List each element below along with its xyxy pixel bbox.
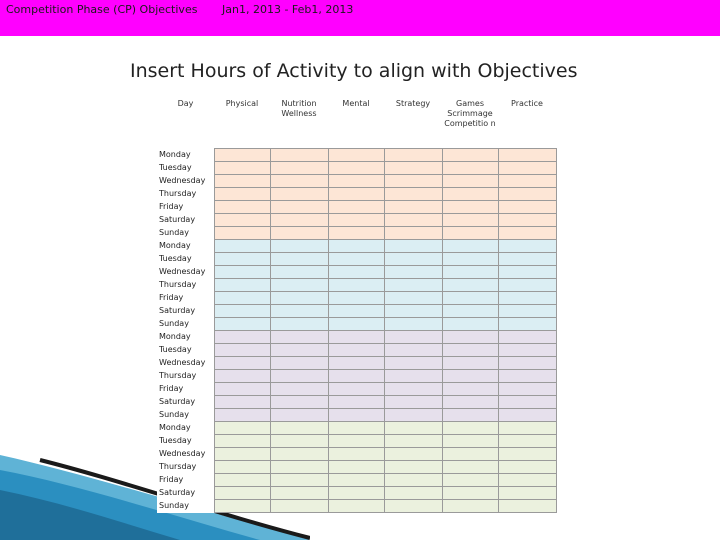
- hours-cell-strategy[interactable]: [384, 435, 442, 448]
- hours-cell-nutrition[interactable]: [270, 409, 328, 422]
- hours-cell-mental[interactable]: [328, 357, 384, 370]
- hours-cell-strategy[interactable]: [384, 357, 442, 370]
- hours-cell-strategy[interactable]: [384, 279, 442, 292]
- hours-cell-nutrition[interactable]: [270, 149, 328, 162]
- hours-cell-practice[interactable]: [498, 175, 556, 188]
- column-header-practice: Practice: [511, 99, 543, 108]
- hours-cell-physical[interactable]: [214, 357, 270, 370]
- hours-cell-nutrition[interactable]: [270, 396, 328, 409]
- hours-cell-nutrition[interactable]: [270, 474, 328, 487]
- day-label: Saturday: [157, 305, 214, 318]
- table-row: [157, 370, 556, 383]
- hours-cell-mental[interactable]: [328, 279, 384, 292]
- table-row: [157, 305, 556, 318]
- table-row: [157, 266, 556, 279]
- hours-cell-practice[interactable]: [498, 318, 556, 331]
- hours-cell-strategy[interactable]: [384, 448, 442, 461]
- hours-cell-physical[interactable]: [214, 422, 270, 435]
- day-label: Sunday: [157, 227, 214, 240]
- hours-cell-mental[interactable]: [328, 422, 384, 435]
- hours-cell-games[interactable]: [442, 240, 498, 253]
- hours-cell-physical[interactable]: [214, 149, 270, 162]
- hours-cell-games[interactable]: [442, 500, 498, 513]
- day-label: Saturday: [157, 214, 214, 227]
- hours-cell-mental[interactable]: [328, 240, 384, 253]
- table-row: [157, 474, 556, 487]
- hours-cell-strategy[interactable]: [384, 500, 442, 513]
- hours-cell-practice[interactable]: [498, 305, 556, 318]
- hours-cell-physical[interactable]: [214, 201, 270, 214]
- day-label: Thursday: [157, 188, 214, 201]
- hours-cell-mental[interactable]: [328, 188, 384, 201]
- hours-cell-nutrition[interactable]: [270, 461, 328, 474]
- hours-cell-nutrition[interactable]: [270, 175, 328, 188]
- day-label: Sunday: [157, 500, 214, 513]
- hours-cell-games[interactable]: [442, 175, 498, 188]
- column-header-games: Games Scrimmage Competitio n: [444, 99, 496, 128]
- hours-cell-practice[interactable]: [498, 396, 556, 409]
- hours-cell-nutrition[interactable]: [270, 448, 328, 461]
- hours-cell-practice[interactable]: [498, 227, 556, 240]
- hours-cell-physical[interactable]: [214, 292, 270, 305]
- day-label: Tuesday: [157, 253, 214, 266]
- hours-cell-mental[interactable]: [328, 214, 384, 227]
- hours-cell-practice[interactable]: [498, 422, 556, 435]
- column-header-mental: Mental: [342, 99, 370, 108]
- hours-cell-nutrition[interactable]: [270, 279, 328, 292]
- hours-cell-nutrition[interactable]: [270, 305, 328, 318]
- table-row: [157, 214, 556, 227]
- hours-cell-nutrition[interactable]: [270, 240, 328, 253]
- hours-cell-games[interactable]: [442, 487, 498, 500]
- hours-cell-mental[interactable]: [328, 253, 384, 266]
- hours-cell-practice[interactable]: [498, 331, 556, 344]
- hours-cell-practice[interactable]: [498, 357, 556, 370]
- hours-cell-strategy[interactable]: [384, 344, 442, 357]
- day-label: Saturday: [157, 396, 214, 409]
- table-row: [157, 396, 556, 409]
- hours-cell-nutrition[interactable]: [270, 292, 328, 305]
- hours-cell-nutrition[interactable]: [270, 500, 328, 513]
- hours-cell-games[interactable]: [442, 331, 498, 344]
- activity-table: [157, 96, 557, 513]
- day-label: Monday: [157, 240, 214, 253]
- day-label: Monday: [157, 149, 214, 162]
- table-row: [157, 344, 556, 357]
- hours-cell-physical[interactable]: [214, 474, 270, 487]
- hours-cell-strategy[interactable]: [384, 266, 442, 279]
- table-row: [157, 253, 556, 266]
- table-row: [157, 422, 556, 435]
- day-label: Sunday: [157, 318, 214, 331]
- hours-cell-games[interactable]: [442, 292, 498, 305]
- hours-cell-strategy[interactable]: [384, 292, 442, 305]
- hours-cell-strategy[interactable]: [384, 487, 442, 500]
- hours-cell-physical[interactable]: [214, 461, 270, 474]
- hours-cell-games[interactable]: [442, 227, 498, 240]
- hours-cell-physical[interactable]: [214, 396, 270, 409]
- hours-cell-mental[interactable]: [328, 500, 384, 513]
- hours-cell-strategy[interactable]: [384, 175, 442, 188]
- hours-cell-nutrition[interactable]: [270, 370, 328, 383]
- hours-cell-mental[interactable]: [328, 292, 384, 305]
- hours-cell-practice[interactable]: [498, 344, 556, 357]
- table-row: [157, 383, 556, 396]
- hours-cell-nutrition[interactable]: [270, 188, 328, 201]
- hours-cell-games[interactable]: [442, 461, 498, 474]
- hours-cell-mental[interactable]: [328, 474, 384, 487]
- day-label: Wednesday: [157, 266, 214, 279]
- hours-cell-strategy[interactable]: [384, 383, 442, 396]
- hours-cell-physical[interactable]: [214, 214, 270, 227]
- day-label: Friday: [157, 292, 214, 305]
- hours-cell-mental[interactable]: [328, 149, 384, 162]
- table-row: [157, 448, 556, 461]
- hours-cell-mental[interactable]: [328, 461, 384, 474]
- hours-cell-nutrition[interactable]: [270, 344, 328, 357]
- table-row: [157, 188, 556, 201]
- hours-cell-games[interactable]: [442, 318, 498, 331]
- table-row: [157, 331, 556, 344]
- hours-cell-mental[interactable]: [328, 435, 384, 448]
- hours-cell-mental[interactable]: [328, 162, 384, 175]
- hours-cell-strategy[interactable]: [384, 370, 442, 383]
- hours-cell-mental[interactable]: [328, 266, 384, 279]
- hours-cell-mental[interactable]: [328, 370, 384, 383]
- hours-cell-practice[interactable]: [498, 448, 556, 461]
- hours-cell-physical[interactable]: [214, 383, 270, 396]
- hours-cell-mental[interactable]: [328, 305, 384, 318]
- hours-cell-practice[interactable]: [498, 383, 556, 396]
- hours-cell-nutrition[interactable]: [270, 331, 328, 344]
- day-label: Friday: [157, 474, 214, 487]
- hours-cell-strategy[interactable]: [384, 461, 442, 474]
- hours-cell-games[interactable]: [442, 149, 498, 162]
- hours-cell-nutrition[interactable]: [270, 253, 328, 266]
- hours-cell-strategy[interactable]: [384, 318, 442, 331]
- day-label: Sunday: [157, 409, 214, 422]
- table-row: [157, 318, 556, 331]
- header-banner: [0, 0, 720, 36]
- hours-cell-games[interactable]: [442, 409, 498, 422]
- hours-cell-mental[interactable]: [328, 409, 384, 422]
- hours-cell-practice[interactable]: [498, 370, 556, 383]
- hours-cell-practice[interactable]: [498, 500, 556, 513]
- hours-cell-mental[interactable]: [328, 175, 384, 188]
- hours-cell-practice[interactable]: [498, 149, 556, 162]
- hours-cell-practice[interactable]: [498, 279, 556, 292]
- hours-cell-physical[interactable]: [214, 175, 270, 188]
- hours-cell-physical[interactable]: [214, 409, 270, 422]
- day-label: Friday: [157, 383, 214, 396]
- day-label: Friday: [157, 201, 214, 214]
- hours-cell-practice[interactable]: [498, 188, 556, 201]
- column-header-nutrition: Nutrition Wellness: [281, 99, 317, 118]
- hours-cell-mental[interactable]: [328, 487, 384, 500]
- table-row: [157, 175, 556, 188]
- page-title: Insert Hours of Activity to align with Objectives: [130, 60, 578, 82]
- hours-cell-strategy[interactable]: [384, 240, 442, 253]
- hours-cell-practice[interactable]: [498, 240, 556, 253]
- hours-cell-practice[interactable]: [498, 435, 556, 448]
- hours-cell-nutrition[interactable]: [270, 162, 328, 175]
- table-row: [157, 409, 556, 422]
- hours-cell-physical[interactable]: [214, 331, 270, 344]
- hours-cell-mental[interactable]: [328, 383, 384, 396]
- table-row: [157, 461, 556, 474]
- hours-cell-mental[interactable]: [328, 448, 384, 461]
- hours-cell-nutrition[interactable]: [270, 357, 328, 370]
- hours-cell-practice[interactable]: [498, 461, 556, 474]
- day-label: Thursday: [157, 279, 214, 292]
- hours-cell-strategy[interactable]: [384, 422, 442, 435]
- hours-cell-nutrition[interactable]: [270, 214, 328, 227]
- column-header-physical: Physical: [225, 99, 259, 108]
- date-range: Jan1, 2013 - Feb1, 2013: [222, 3, 354, 16]
- day-label: Monday: [157, 422, 214, 435]
- hours-cell-games[interactable]: [442, 422, 498, 435]
- table-row: [157, 240, 556, 253]
- hours-cell-physical[interactable]: [214, 279, 270, 292]
- hours-cell-strategy[interactable]: [384, 162, 442, 175]
- hours-cell-games[interactable]: [442, 266, 498, 279]
- hours-cell-mental[interactable]: [328, 201, 384, 214]
- hours-cell-physical[interactable]: [214, 435, 270, 448]
- hours-cell-nutrition[interactable]: [270, 201, 328, 214]
- column-header-day: Day: [177, 99, 194, 108]
- day-label: Tuesday: [157, 435, 214, 448]
- hours-cell-nutrition[interactable]: [270, 435, 328, 448]
- hours-cell-games[interactable]: [442, 383, 498, 396]
- day-label: Thursday: [157, 370, 214, 383]
- hours-cell-games[interactable]: [442, 370, 498, 383]
- hours-cell-games[interactable]: [442, 253, 498, 266]
- hours-cell-physical[interactable]: [214, 500, 270, 513]
- hours-cell-strategy[interactable]: [384, 305, 442, 318]
- hours-cell-games[interactable]: [442, 448, 498, 461]
- day-label: Thursday: [157, 461, 214, 474]
- hours-cell-games[interactable]: [442, 474, 498, 487]
- hours-cell-practice[interactable]: [498, 253, 556, 266]
- hours-cell-games[interactable]: [442, 357, 498, 370]
- hours-cell-games[interactable]: [442, 188, 498, 201]
- hours-cell-games[interactable]: [442, 162, 498, 175]
- table-row: [157, 357, 556, 370]
- hours-cell-physical[interactable]: [214, 318, 270, 331]
- hours-cell-strategy[interactable]: [384, 331, 442, 344]
- hours-cell-physical[interactable]: [214, 227, 270, 240]
- hours-cell-nutrition[interactable]: [270, 487, 328, 500]
- hours-cell-games[interactable]: [442, 201, 498, 214]
- hours-cell-strategy[interactable]: [384, 149, 442, 162]
- hours-cell-games[interactable]: [442, 214, 498, 227]
- table-row: [157, 435, 556, 448]
- table-row: [157, 487, 556, 500]
- hours-cell-games[interactable]: [442, 279, 498, 292]
- hours-cell-nutrition[interactable]: [270, 422, 328, 435]
- hours-cell-physical[interactable]: [214, 162, 270, 175]
- table-header-row: [157, 96, 556, 149]
- hours-cell-nutrition[interactable]: [270, 227, 328, 240]
- table-row: [157, 292, 556, 305]
- column-header-strategy: Strategy: [395, 99, 431, 108]
- hours-cell-mental[interactable]: [328, 331, 384, 344]
- hours-cell-nutrition[interactable]: [270, 266, 328, 279]
- hours-cell-physical[interactable]: [214, 487, 270, 500]
- hours-cell-strategy[interactable]: [384, 396, 442, 409]
- hours-cell-strategy[interactable]: [384, 188, 442, 201]
- hours-cell-games[interactable]: [442, 396, 498, 409]
- day-label: Monday: [157, 331, 214, 344]
- day-label: Tuesday: [157, 162, 214, 175]
- hours-cell-physical[interactable]: [214, 253, 270, 266]
- hours-cell-strategy[interactable]: [384, 409, 442, 422]
- hours-cell-physical[interactable]: [214, 448, 270, 461]
- hours-cell-mental[interactable]: [328, 344, 384, 357]
- table-row: [157, 201, 556, 214]
- table-row: [157, 500, 556, 513]
- hours-cell-practice[interactable]: [498, 266, 556, 279]
- table-row: [157, 162, 556, 175]
- phase-label: Competition Phase (CP) Objectives: [6, 3, 198, 16]
- hours-cell-practice[interactable]: [498, 474, 556, 487]
- table-row: [157, 279, 556, 292]
- day-label: Wednesday: [157, 175, 214, 188]
- hours-cell-mental[interactable]: [328, 396, 384, 409]
- day-label: Wednesday: [157, 357, 214, 370]
- hours-cell-practice[interactable]: [498, 162, 556, 175]
- table-row: [157, 227, 556, 240]
- hours-cell-strategy[interactable]: [384, 201, 442, 214]
- day-label: Saturday: [157, 487, 214, 500]
- hours-cell-nutrition[interactable]: [270, 383, 328, 396]
- hours-cell-physical[interactable]: [214, 344, 270, 357]
- hours-cell-practice[interactable]: [498, 292, 556, 305]
- hours-cell-practice[interactable]: [498, 487, 556, 500]
- hours-cell-mental[interactable]: [328, 227, 384, 240]
- hours-cell-nutrition[interactable]: [270, 318, 328, 331]
- hours-cell-physical[interactable]: [214, 240, 270, 253]
- hours-cell-physical[interactable]: [214, 266, 270, 279]
- hours-cell-strategy[interactable]: [384, 253, 442, 266]
- hours-cell-physical[interactable]: [214, 188, 270, 201]
- hours-cell-strategy[interactable]: [384, 474, 442, 487]
- table-row: [157, 149, 556, 162]
- day-label: Wednesday: [157, 448, 214, 461]
- hours-cell-games[interactable]: [442, 305, 498, 318]
- hours-cell-practice[interactable]: [498, 201, 556, 214]
- hours-cell-strategy[interactable]: [384, 214, 442, 227]
- hours-cell-practice[interactable]: [498, 214, 556, 227]
- hours-cell-physical[interactable]: [214, 305, 270, 318]
- hours-cell-physical[interactable]: [214, 370, 270, 383]
- hours-cell-practice[interactable]: [498, 409, 556, 422]
- hours-cell-mental[interactable]: [328, 318, 384, 331]
- hours-cell-games[interactable]: [442, 435, 498, 448]
- day-label: Tuesday: [157, 344, 214, 357]
- hours-cell-strategy[interactable]: [384, 227, 442, 240]
- hours-cell-games[interactable]: [442, 344, 498, 357]
